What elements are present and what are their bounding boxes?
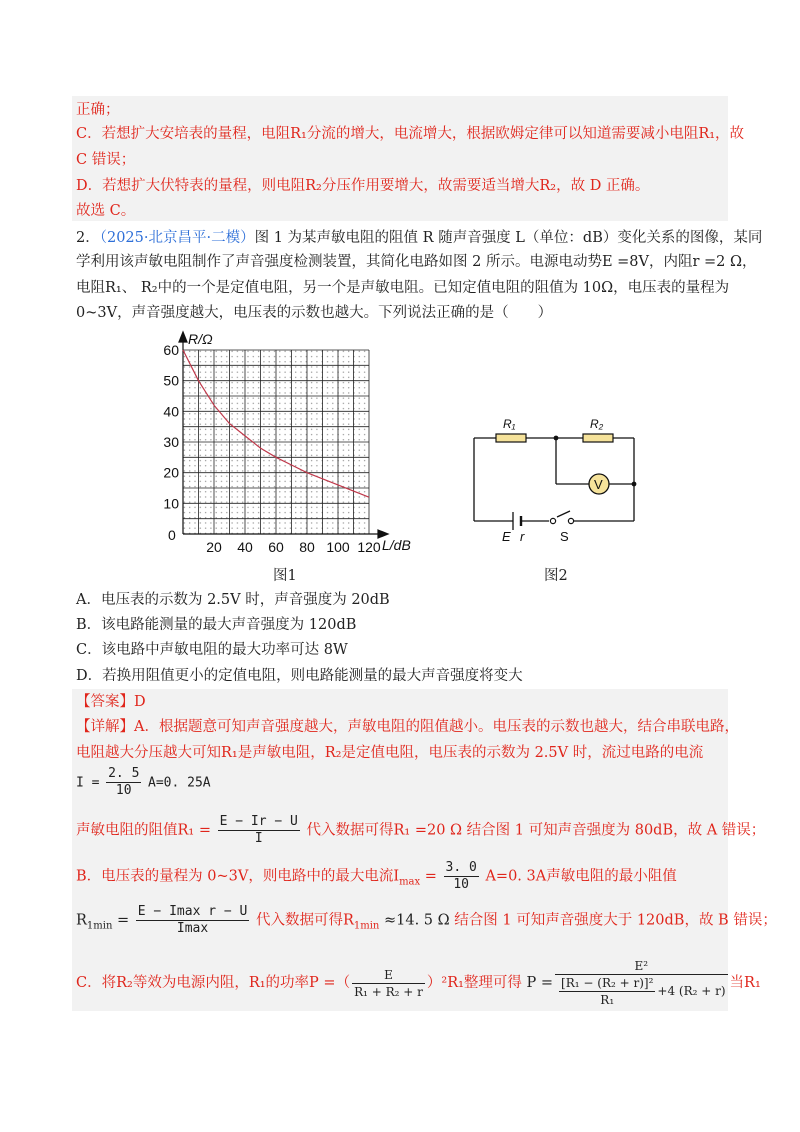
question-line1 <box>76 228 762 248</box>
c-mid: ）²R₁整理可得 <box>426 975 522 991</box>
current-rhs: A=0. 25A <box>148 775 211 791</box>
c-big-num: E² <box>555 958 727 975</box>
detail-line-c <box>76 958 761 1006</box>
b2-post-sub: 1min <box>353 920 380 932</box>
figure2-caption: 图2 <box>544 568 568 584</box>
b2-eq: = <box>112 912 130 929</box>
question-text1: 图 1 为某声敏电阻的阻值 R 随声音强度 L（单位：dB）变化关系的图像，某同 <box>254 230 763 246</box>
formula-resistance <box>76 814 765 854</box>
switch-contact-left <box>550 518 555 523</box>
b2-post: 代入数据可得R <box>255 912 354 929</box>
b2-den: Imax <box>176 921 209 936</box>
x-tick-label: 60 <box>268 539 284 555</box>
question-line4: 0~3V，声音强度越大，电压表的示数也越大。下列说法正确的是（ ） <box>76 305 553 321</box>
c-pre: C．将R₂等效为电源内阻，R₁的功率P =（ <box>76 975 351 991</box>
b1-post: A=0. 3A声敏电阻的最小阻值 <box>485 868 677 885</box>
r2-label: R₂ <box>590 417 604 431</box>
internal-resistance-label: r <box>520 529 525 544</box>
x-tick-label: 80 <box>299 539 315 555</box>
junction-dot-right <box>632 482 637 487</box>
option-d: D．若换用阻值更小的定值电阻，则电路能测量的最大声音强度将变大 <box>76 668 523 684</box>
b1-sub: max <box>399 876 421 888</box>
figure2-circuit <box>466 408 646 548</box>
r1-label: R₁ <box>503 417 516 431</box>
c-P: P = <box>526 975 554 991</box>
r2-resistor <box>583 434 613 442</box>
b1-num: 3. 0 <box>445 860 477 875</box>
x-tick-label: 40 <box>237 539 253 555</box>
option-a: A．电压表的示数为 2.5V 时，声音强度为 20dB <box>76 592 390 608</box>
c-big-den <box>555 975 727 1008</box>
origin-label: 0 <box>168 527 176 543</box>
answer-label: 【答案】D <box>76 694 146 710</box>
figure1-caption: 图1 <box>273 568 297 584</box>
b2-pre: R <box>76 912 87 929</box>
b1-pre: B．电压表的量程为 0~3V，则电路中的最大电流I <box>76 868 400 885</box>
b2-fraction <box>136 904 250 937</box>
resistance-post: 代入数据可得R₁ =20 Ω 结合图 1 可知声音强度为 80dB，故 A 错误； <box>306 822 766 839</box>
b1-fraction <box>444 860 479 893</box>
x-tick-label: 100 <box>326 539 350 555</box>
prev-answer-line0: 正确； <box>76 102 120 118</box>
c-inner-num: [R₁ − (R₂ + r)]² <box>561 976 654 990</box>
b1-eq: = <box>420 868 437 885</box>
y-tick-label: 50 <box>163 372 179 389</box>
c-num: E <box>352 967 425 984</box>
r1-resistor <box>496 434 526 442</box>
question-line2: 学利用该声敏电阻制作了声音强度检测装置，其简化电路如图 2 所示。电源电动势E =8V，内阻r =2 Ω， <box>76 254 757 270</box>
question-number: 2． <box>76 230 100 246</box>
switch-label: S <box>560 529 569 544</box>
y-tick-label: 30 <box>163 434 179 450</box>
b1-den: 10 <box>453 877 470 892</box>
detail-line-a1 <box>76 717 739 737</box>
formula-current <box>76 766 211 806</box>
voltmeter-label: V <box>594 477 603 492</box>
c-inner-fraction <box>559 975 655 1008</box>
option-b: B．该电路能测量的最大声音强度为 120dB <box>76 617 357 633</box>
y-tick-label: 20 <box>163 464 179 481</box>
current-den: 10 <box>115 783 132 798</box>
current-lhs: I = <box>76 775 100 791</box>
c-fraction <box>352 967 425 1000</box>
b2-val: ≈14. 5 Ω <box>379 912 450 929</box>
question-line3: 电阻R₁、 R₂中的一个是定值电阻，另一个是声敏电阻。已知定值电阻的阻值为 10Ω，电压表的量程为 <box>76 280 730 296</box>
c-big-plus: +4 (R₂ + r) <box>657 984 726 998</box>
resistance-num: E − Ir − U <box>219 814 298 829</box>
previous-answer-band <box>72 96 728 221</box>
prev-answer-option-c-cont: C 错误； <box>76 152 136 168</box>
x-axis-label: L/dB <box>382 537 411 553</box>
y-tick-labels <box>163 342 179 511</box>
b2-num: E − Imax r − U <box>137 904 248 919</box>
figure1-graph <box>150 328 430 588</box>
y-tick-label: 40 <box>163 403 179 420</box>
formula-min-resistance <box>76 904 777 944</box>
c-tail: 当R₁ <box>729 975 761 991</box>
emf-label: E <box>502 529 511 544</box>
prev-answer-option-c: C．若想扩大安培表的量程，电阻R₁分流的增大，电流增大，根据欧姆定律可以知道需要减小电阻R₁，故 <box>76 126 745 142</box>
current-fraction <box>106 766 141 799</box>
b2-tail: 结合图 1 可知声音强度大于 120dB，故 B 错误； <box>449 912 777 929</box>
x-tick-label: 20 <box>206 539 222 555</box>
c-big-fraction <box>555 958 727 1008</box>
resistance-fraction <box>218 814 300 847</box>
detail-label: 【详解】 <box>76 719 134 735</box>
option-c: C．该电路中声敏电阻的最大功率可达 8W <box>76 642 348 658</box>
x-tick-labels <box>206 539 381 555</box>
junction-dot-left <box>554 436 559 441</box>
switch-contact-right <box>568 518 573 523</box>
question-source: （2025·北京昌平·二模） <box>99 230 255 246</box>
c-inner-den: R₁ <box>600 993 615 1007</box>
c-den: R₁ + R₂ + r <box>354 984 423 999</box>
y-axis-label: R/Ω <box>188 331 213 347</box>
detail-line-a2: 电阻越大分压越大可知R₁是声敏电阻，R₂是定值电阻，电压表的示数为 2.5V 时，流过电路的电流 <box>76 745 704 761</box>
b2-sub: 1min <box>86 920 113 932</box>
prev-answer-selection: 故选 C。 <box>76 203 136 219</box>
prev-answer-option-d: D．若想扩大伏特表的量程，则电阻R₂分压作用要增大，故需要适当增大R₂，故 D 正确。 <box>76 178 650 194</box>
y-tick-label: 60 <box>163 342 179 358</box>
current-num: 2. 5 <box>108 766 140 781</box>
resistance-pre: 声敏电阻的阻值R₁ = <box>76 822 211 839</box>
y-axis-arrow <box>179 332 187 342</box>
x-tick-label: 120 <box>357 539 381 555</box>
detail-a1-text: A．根据题意可知声音强度越大，声敏电阻的阻值越小。电压表的示数也越大，结合串联电路， <box>134 719 739 735</box>
detail-line-b1 <box>76 860 677 900</box>
resistance-den: I <box>254 831 263 846</box>
y-tick-label: 10 <box>163 495 179 512</box>
